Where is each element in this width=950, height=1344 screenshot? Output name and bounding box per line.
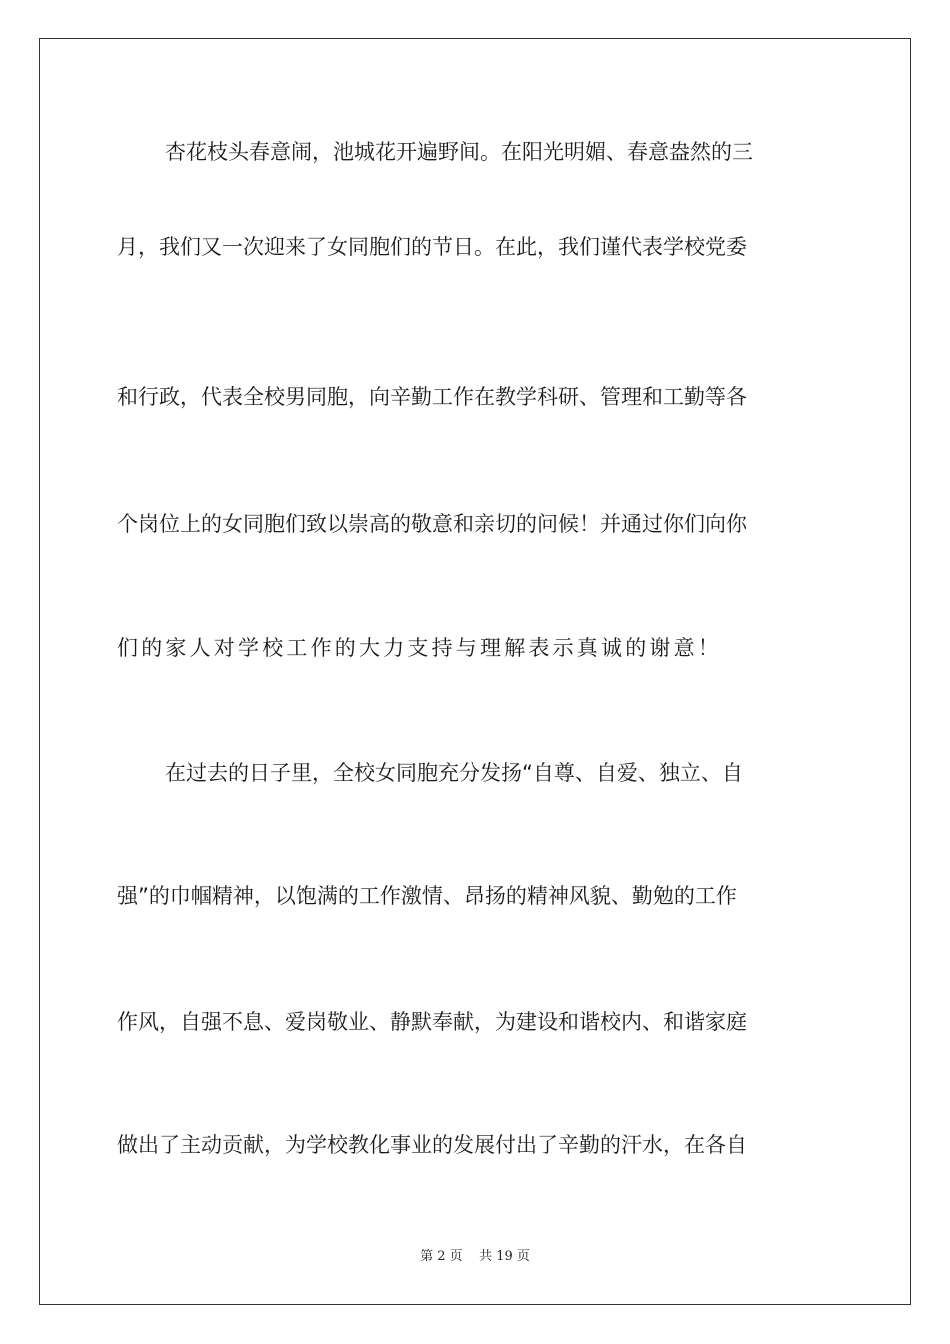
- paragraph-2-line-4: 做出了主动贡献，为学校教化事业的发展付出了辛勤的汗水，在各自: [117, 1133, 747, 1157]
- page-number-footer: 第 2 页 共 19 页: [420, 1249, 530, 1264]
- page-border: [39, 38, 911, 1305]
- paragraph-1-line-2: 月，我们又一次迎来了女同胞们的节日。在此，我们谨代表学校党委: [117, 235, 747, 259]
- paragraph-1-line-3: 和行政，代表全校男同胞，向辛勤工作在教学科研、管理和工勤等各: [117, 385, 747, 409]
- paragraph-2-line-2: 强”的巾帼精神，以饱满的工作激情、昂扬的精神风貌、勤勉的工作: [117, 884, 737, 908]
- paragraph-1-line-4: 个岗位上的女同胞们致以崇高的敬意和亲切的问候！并通过你们向你: [117, 512, 747, 536]
- paragraph-1-line-1: 杏花枝头春意闹，池城花开遍野间。在阳光明媚、春意盎然的三: [165, 140, 753, 164]
- paragraph-2-line-3: 作风，自强不息、爱岗敬业、静默奉献，为建设和谐校内、和谐家庭: [117, 1010, 747, 1034]
- paragraph-1-line-5: 们的家人对学校工作的大力支持与理解表示真诚的谢意！: [117, 636, 722, 660]
- paragraph-2-line-1: 在过去的日子里，全校女同胞充分发扬“自尊、自爱、独立、自: [165, 761, 743, 785]
